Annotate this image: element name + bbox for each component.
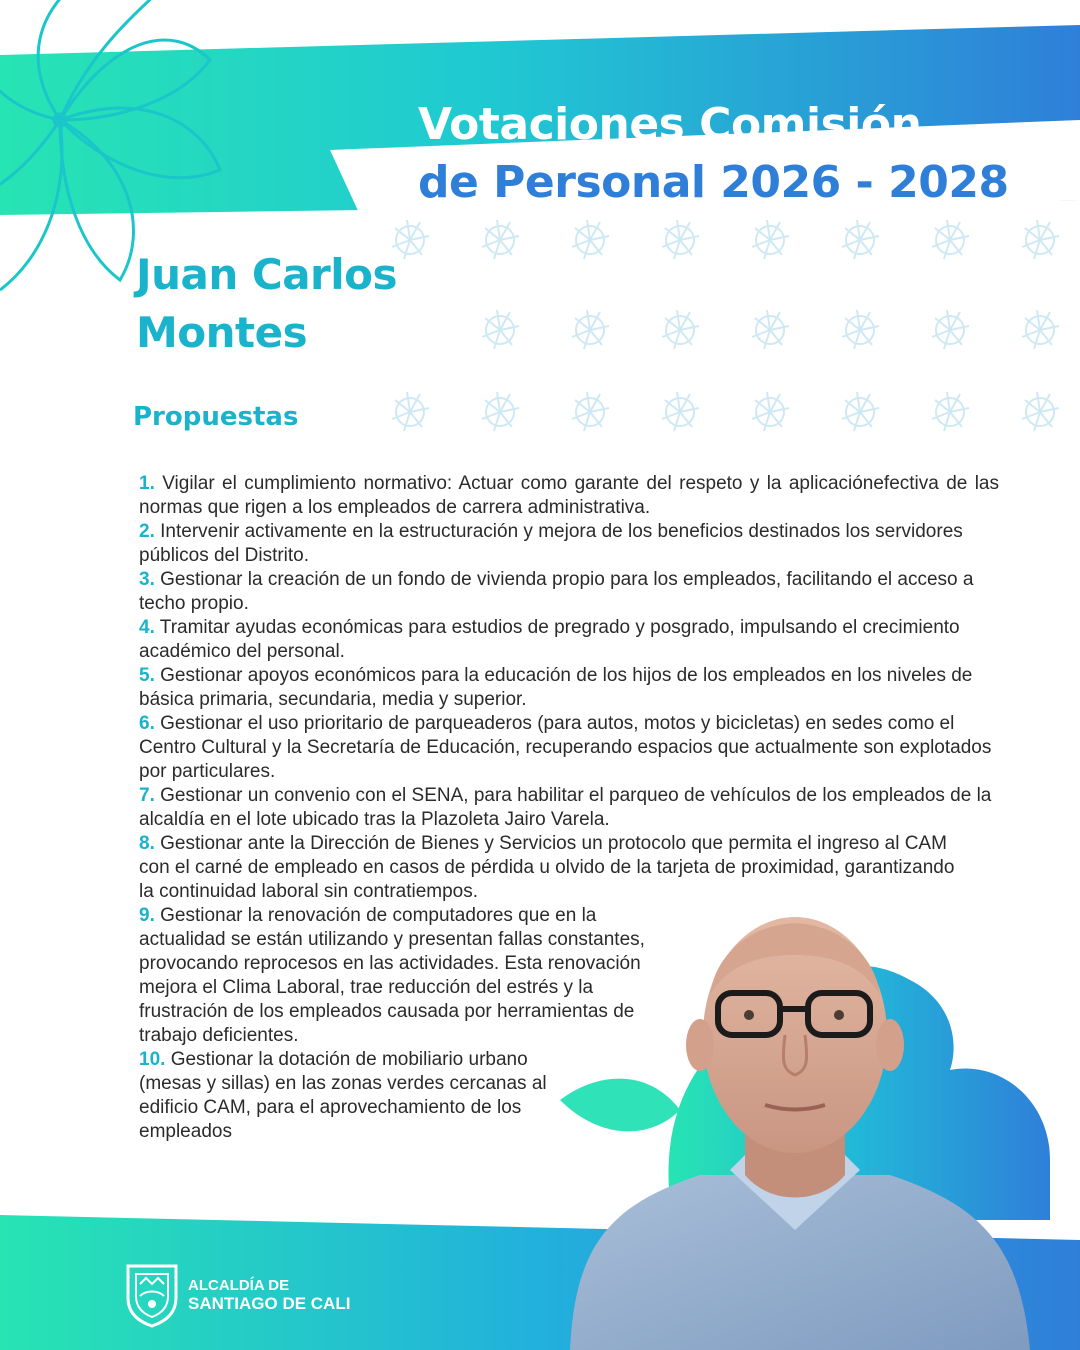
candidate-first-names: Juan Carlos bbox=[136, 250, 398, 299]
proposal-number: 8. bbox=[139, 833, 155, 854]
proposal-item bbox=[139, 712, 999, 784]
proposal-item bbox=[139, 520, 999, 568]
proposal-text: Gestionar la renovación de computadores que en la actualidad se están utilizando y presentan fallas constantes, provocando reprocesos en las actividades. Esta renovación mejora el Clima Laboral, trae reducción del estrés y la frustración de los empleados causada por herramientas de trabajo deficientes. bbox=[139, 905, 645, 1046]
proposal-number: 7. bbox=[139, 785, 155, 806]
proposal-number: 9. bbox=[139, 905, 155, 926]
logo-text bbox=[188, 1277, 350, 1313]
proposals-list bbox=[139, 472, 999, 1144]
proposal-item bbox=[139, 784, 999, 832]
proposal-number: 1. bbox=[139, 473, 155, 494]
proposal-text: Gestionar un convenio con el SENA, para habilitar el parqueo de vehículos de los empleados de la alcaldía en el lote ubicado tras la Plazoleta Jairo Varela. bbox=[139, 785, 992, 830]
proposal-item bbox=[139, 1048, 559, 1144]
candidate-name bbox=[136, 246, 397, 362]
proposal-item bbox=[139, 568, 999, 616]
proposal-text: Gestionar el uso prioritario de parqueaderos (para autos, motos y bicicletas) en sedes como el Centro Cultural y la Secretaría de Educación, recuperando espacios que actualmente son explotados por particulares. bbox=[139, 713, 992, 782]
proposal-text: Gestionar la dotación de mobiliario urbano (mesas y sillas) en las zonas verdes cercanas al edificio CAM, para el aprovechamiento de los empleados bbox=[139, 1049, 547, 1142]
proposal-item bbox=[139, 472, 999, 520]
section-title: Propuestas bbox=[133, 402, 299, 432]
proposal-text: Tramitar ayudas económicas para estudios de pregrado y posgrado, impulsando el crecimiento académico del personal. bbox=[139, 617, 960, 662]
page-title bbox=[418, 96, 1009, 212]
title-line-2: de Personal 2026 - 2028 bbox=[418, 157, 1009, 208]
proposal-text: Gestionar la creación de un fondo de vivienda propio para los empleados, facilitando el acceso a techo propio. bbox=[139, 569, 974, 614]
cali-shield-logo bbox=[124, 1262, 180, 1328]
proposal-number: 6. bbox=[139, 713, 155, 734]
proposal-item bbox=[139, 664, 999, 712]
logo-line-1: ALCALDÍA DE bbox=[188, 1277, 290, 1294]
proposal-text: Gestionar apoyos económicos para la educación de los hijos de los empleados en los niveles de básica primaria, secundaria, media y superior. bbox=[139, 665, 973, 710]
proposal-number: 3. bbox=[139, 569, 155, 590]
proposal-item bbox=[139, 616, 999, 664]
proposal-item bbox=[139, 904, 684, 1048]
proposal-text: Intervenir activamente en la estructuración y mejora de los beneficios destinados los servidores públicos del Distrito. bbox=[139, 521, 963, 566]
title-line-1: Votaciones Comisión bbox=[418, 99, 922, 150]
candidate-surname: Montes bbox=[136, 308, 308, 357]
proposal-number: 10. bbox=[139, 1049, 166, 1070]
proposal-text: Vigilar el cumplimiento normativo: Actuar como garante del respeto y la aplicaciónefectiva de las normas que rigen a los empleados de carrera administrativa. bbox=[139, 473, 999, 518]
proposal-number: 5. bbox=[139, 665, 155, 686]
background-pattern bbox=[370, 212, 1070, 452]
proposal-item bbox=[139, 832, 969, 904]
cali-logo bbox=[124, 1262, 350, 1328]
proposal-number: 4. bbox=[139, 617, 155, 638]
proposal-text: Gestionar ante la Dirección de Bienes y Servicios un protocolo que permita el ingreso al CAM con el carné de empleado en casos de pérdida u olvido de la tarjeta de proximidad, garantizando la continuidad laboral sin contratiempos. bbox=[139, 833, 955, 902]
logo-line-2: SANTIAGO DE CALI bbox=[188, 1294, 351, 1313]
proposal-number: 2. bbox=[139, 521, 155, 542]
